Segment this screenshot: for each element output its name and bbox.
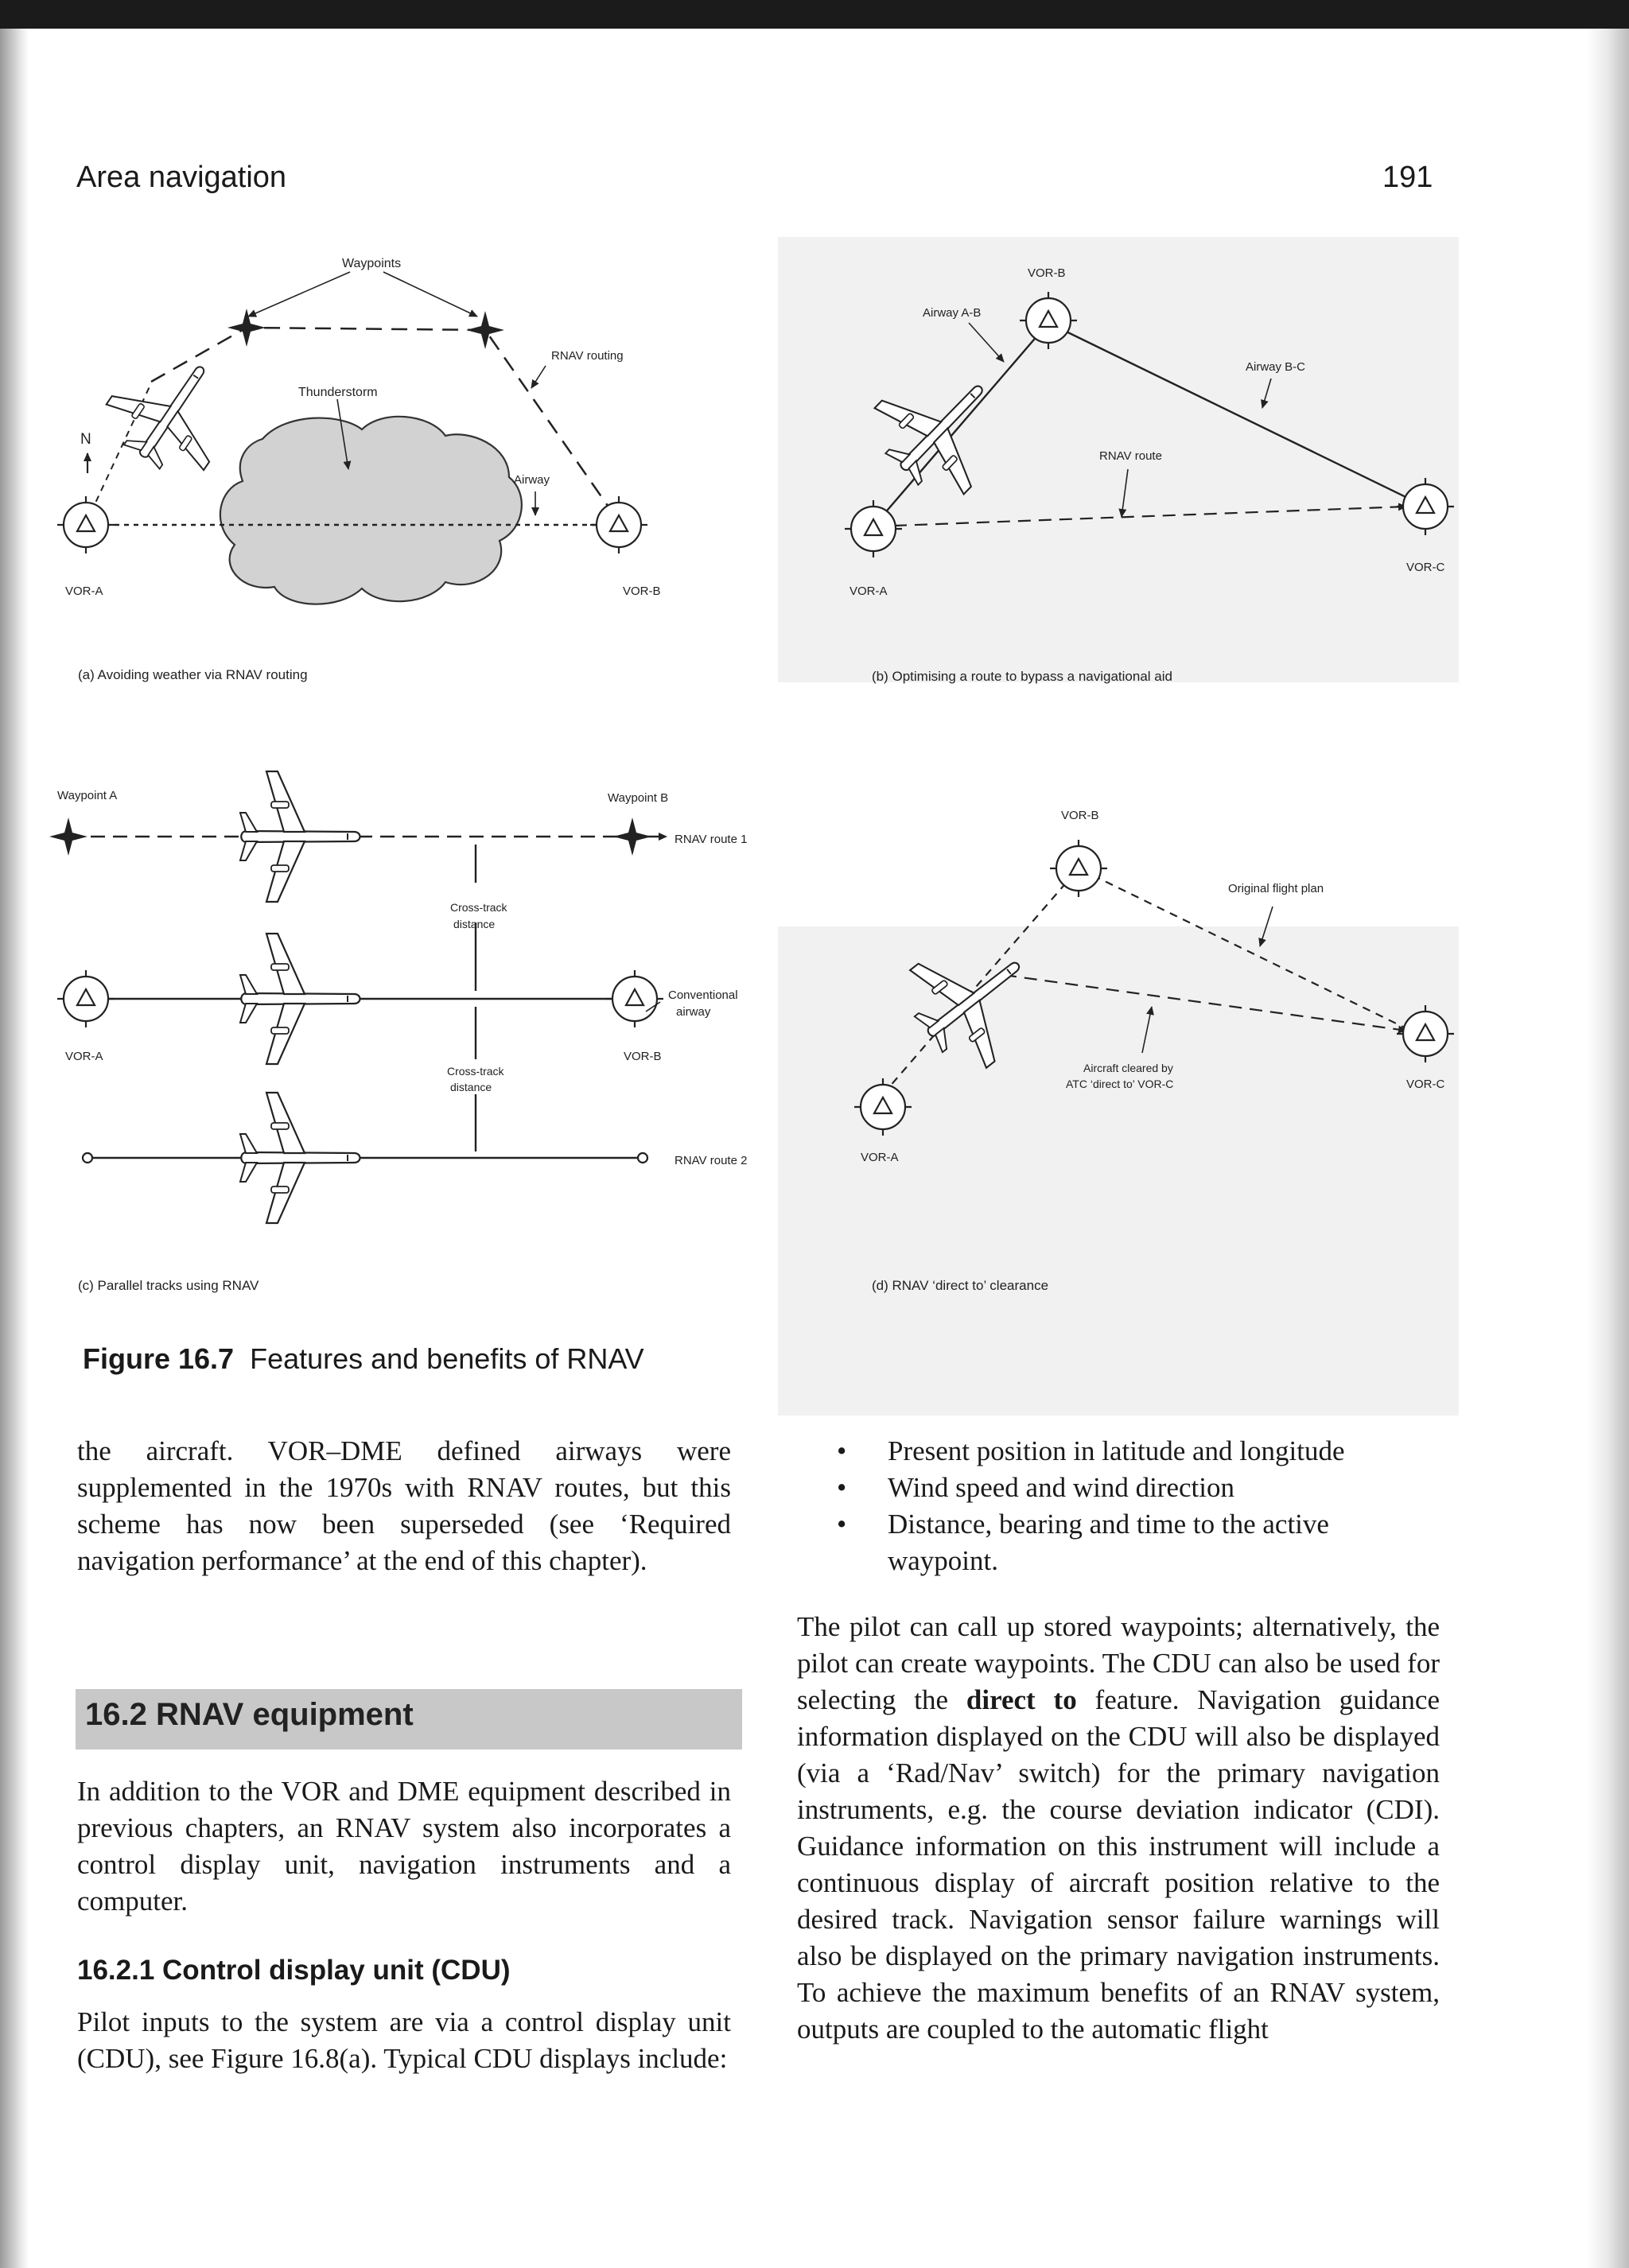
label-vor-b: VOR-B	[624, 1050, 662, 1063]
label-vor-b: VOR-B	[623, 584, 661, 598]
figure-title-text: Features and benefits of RNAV	[250, 1342, 644, 1375]
label-rnav-route-1: RNAV route 1	[675, 833, 748, 846]
label-airway: Airway	[514, 473, 550, 487]
label-waypoint-a: Waypoint A	[57, 789, 118, 802]
caption-c: (c) Parallel tracks using RNAV	[78, 1278, 259, 1293]
label-vor-c: VOR-C	[1406, 561, 1445, 574]
list-item: • Present position in latitude and longitude	[805, 1433, 1441, 1470]
label-vor-a: VOR-A	[861, 1151, 899, 1164]
label-vor-a: VOR-A	[65, 584, 103, 598]
thunderstorm-cloud	[220, 417, 522, 604]
bullet-icon: •	[837, 1472, 847, 1503]
label-airway-ab: Airway A-B	[923, 306, 982, 320]
label-cross-track-2: Cross-track	[447, 1065, 504, 1078]
list-item: • Wind speed and wind direction	[805, 1470, 1441, 1506]
subsection-heading: 16.2.1 Control display unit (CDU)	[77, 1955, 511, 1986]
list-item: • Distance, bearing and time to the active waypoint.	[805, 1506, 1441, 1579]
label-rnav-routing: RNAV routing	[551, 349, 624, 363]
label-rnav-route-2: RNAV route 2	[675, 1154, 748, 1167]
label-distance-2: distance	[450, 1081, 492, 1093]
panel-c-parallel-tracks	[49, 771, 747, 1293]
label-thunderstorm: Thunderstorm	[298, 386, 378, 399]
section-heading: 16.2 RNAV equipment	[85, 1697, 414, 1732]
panel-d-direct-to	[854, 809, 1454, 1293]
label-vor-b: VOR-B	[1061, 809, 1099, 822]
label-vor-a: VOR-A	[65, 1050, 103, 1063]
section-heading-bar	[76, 1689, 742, 1750]
label-waypoints: Waypoints	[342, 257, 402, 270]
figure-title	[83, 1342, 644, 1376]
label-original-flight-plan: Original flight plan	[1228, 882, 1324, 895]
panel-a-avoiding-weather	[57, 257, 661, 682]
page-number: 191	[1382, 161, 1433, 194]
bullet-icon: •	[837, 1435, 847, 1466]
label-cleared-2: ATC ‘direct to’ VOR-C	[1066, 1078, 1174, 1090]
caption-a: (a) Avoiding weather via RNAV routing	[78, 667, 308, 682]
label-vor-a: VOR-A	[849, 584, 888, 598]
left-paragraph-3: Pilot inputs to the system are via a control display unit (CDU), see Figure 16.8(a). Typical CDU displays include:	[77, 2006, 731, 2074]
direct-to-term: direct to	[966, 1684, 1077, 1715]
panel-b-bypass-navaid	[845, 266, 1454, 684]
label-vor-b: VOR-B	[1028, 266, 1066, 280]
label-north: N	[80, 431, 91, 448]
label-airway-bc: Airway B-C	[1246, 360, 1306, 374]
bullet-icon: •	[837, 1509, 847, 1540]
label-conventional: Conventional	[668, 988, 738, 1002]
label-airway: airway	[676, 1005, 711, 1019]
label-cross-track-1: Cross-track	[450, 901, 507, 914]
left-paragraph-2: In addition to the VOR and DME equipment described in previous chapters, an RNAV system also incorporates a control display unit, navigation instruments and a computer.	[77, 1776, 731, 1917]
label-waypoint-b: Waypoint B	[608, 791, 669, 805]
label-rnav-route: RNAV route	[1099, 449, 1162, 463]
label-cleared-1: Aircraft cleared by	[1083, 1062, 1173, 1074]
label-distance-1: distance	[453, 918, 496, 930]
caption-b: (b) Optimising a route to bypass a navigational aid	[872, 669, 1172, 684]
right-paragraph: The pilot can call up stored waypoints; alternatively, the pilot can create waypoints. The CDU can also be used for selecting the direct to feature. Navigation guidance information displayed on the CDU will also be displayed (via a ‘Rad/Nav’ switch) for the primary navigation instruments, e.g. the course deviation indicator (CDI). Guidance information on this instrument will include a continuous display of aircraft position relative to the desired track. Navigation sensor failure warnings will also be displayed on the primary navigation instruments. To achieve the maximum benefits of an RNAV system, outputs are coupled to the automatic flight	[797, 1611, 1440, 2045]
label-vor-c: VOR-C	[1406, 1078, 1445, 1091]
figure-number: Figure 16.7	[83, 1342, 235, 1375]
cdu-display-list	[805, 1433, 1441, 1579]
caption-d: (d) RNAV ‘direct to’ clearance	[872, 1278, 1049, 1293]
left-paragraph-1: the aircraft. VOR–DME defined airways were supplemented in the 1970s with RNAV routes, but this scheme has now been superseded (see ‘Required navigation performance’ at the end of this chapter).	[77, 1435, 731, 1576]
running-head: Area navigation	[76, 161, 287, 194]
